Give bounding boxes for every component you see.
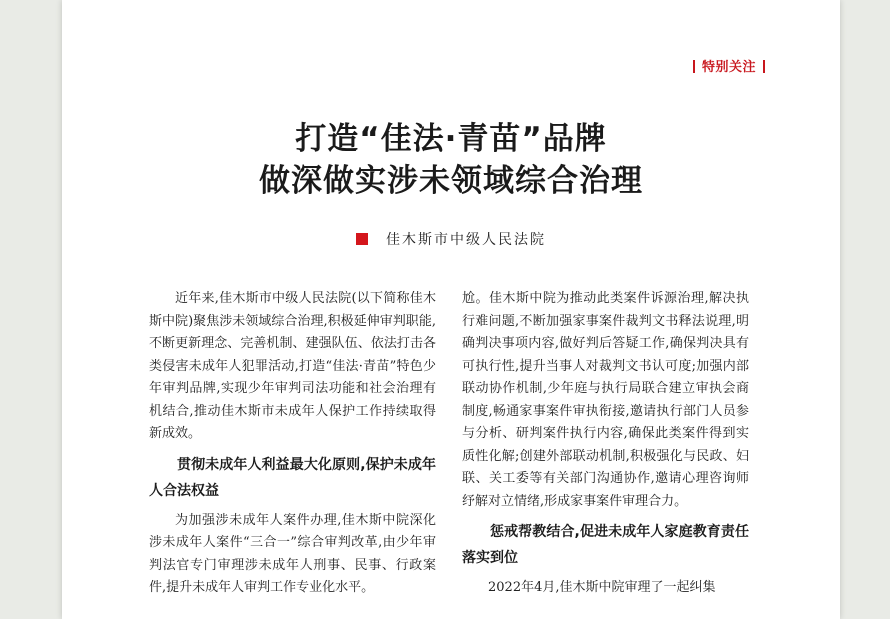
section-tag-label: 特别关注 — [701, 60, 756, 75]
section-tag — [686, 56, 772, 75]
subheading: 惩戒帮教结合,促进未成年人家庭教育责任落实到位 — [462, 524, 749, 566]
right-column — [462, 288, 749, 600]
title-line-2: 做深做实涉未领域综合治理 — [259, 163, 643, 199]
author-line — [62, 229, 840, 249]
author-name: 佳木斯市中级人民法院 — [386, 232, 546, 248]
paragraph: 为加强涉未成年人案件办理,佳木斯中院深化涉未成年人案件“三合一”综合审判改革,由少年审判法官专门审理涉未成年人刑事、民事、行政案件,提升未成年人审判工作专业化水平。 — [149, 512, 436, 595]
red-square-icon — [356, 233, 368, 245]
paragraph: 尬。佳木斯中院为推动此类案件诉源治理,解决执行难问题,不断加强家事案件裁判文书释法说理,明确判决事项内容,做好判后答疑工作,确保判决具有可执行性,提升当事人对裁判文书认可度;加强内部联动协作机制,少年庭与执行局联合建立审执会商制度,畅通家事案件审执衔接,邀请执行部门人员参与分析、研判案件执行内容,确保此类案件得到实质性化解;创建外部联动机制,积极强化与民政、妇联、关工委等有关部门沟通协作,邀请心理咨询师纾解对立情绪,形成家事案件审理合力。 — [462, 291, 749, 509]
paragraph: 近年来,佳木斯市中级人民法院(以下简称佳木斯中院)聚焦涉未领域综合治理,积极延伸审判职能,不断更新理念、完善机制、建强队伍、依法打击各类侵害未成年人犯罪活动,打造“佳法·青苗”特色少年审判品牌,实现少年审判司法功能和社会治理有机结合,推动佳木斯市未成年人保护工作持续取得新成效。 — [149, 291, 436, 441]
subheading: 贯彻未成年人利益最大化原则,保护未成年人合法权益 — [149, 456, 436, 499]
tag-bar-left — [693, 60, 695, 73]
article-title — [62, 118, 840, 202]
paragraph: 2022年4月,佳木斯中院审理了一起纠集 — [488, 580, 716, 595]
magazine-page — [62, 0, 840, 619]
left-column — [149, 288, 436, 600]
tag-bar-right — [763, 60, 765, 73]
title-line-1: 打造“佳法·青苗”品牌 — [295, 121, 607, 157]
